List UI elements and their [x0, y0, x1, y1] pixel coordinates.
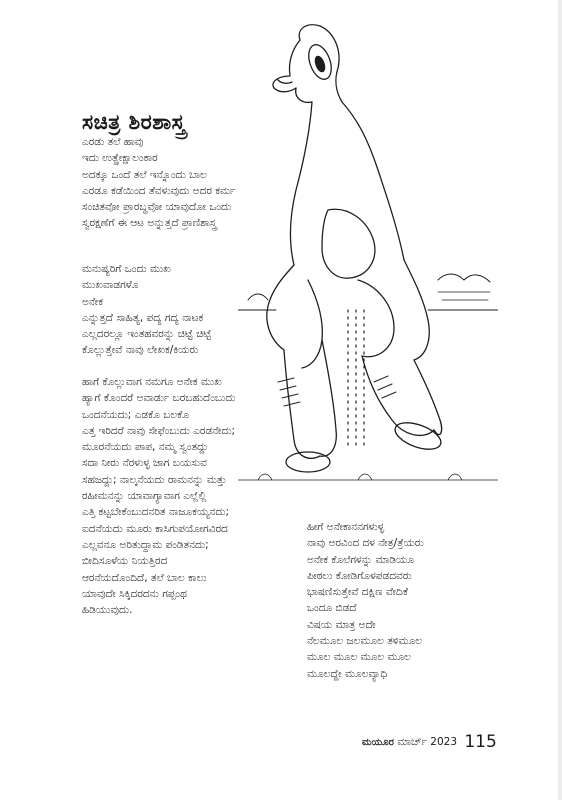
poem-line: ಮುಖವಾಡಗಳೊ: [82, 279, 139, 292]
poem-illustration: [238, 10, 498, 510]
poem-stanza-1: [82, 134, 235, 232]
poem-line: ಹ್ಯಾಗೆ ಕೊಂದರೆ ಅವಾರ್ಡು ಬರಬಹುದೆಂಬುದು: [82, 392, 236, 405]
poem-line: ಹಾಗೆ ಕೊಲ್ಲುವಾಗ ನಮಗೂ ಅನೇಕ ಮುಖ: [82, 376, 222, 388]
issue-date: ಮಾರ್ಚ್ 2023: [397, 736, 457, 748]
poem-line: ಎಲ್ಲವನೂ ಅರಿತುದ್ದಾಮ ಪಂಡಿತನದು;: [82, 538, 209, 551]
poem-line: ಹೀಗೆ ಅನೇಕಾನನಗಳುಳ್ಳ: [307, 521, 385, 533]
poem-line: ಸಹಜದ್ದು; ನಾಲ್ಕನೆಯದು ರಾಮನನ್ನು ಮತ್ತು: [82, 473, 227, 486]
poem-line: ಒಂದನೆಯದು; ಎಡಕೊ ಬಲಕೊ: [82, 408, 190, 421]
poem-line: ನೆಲಮೂಲ ಜಲಮೂಲ ತಳಿಮೂಲ: [307, 635, 423, 648]
poem-line: ಪೀಠಲು ಕೋಡಿಗೊಳಪಡದವರು: [307, 569, 412, 582]
page-footer: [362, 732, 497, 752]
poem-line: ಸಂಚಿತವೋ ಪ್ರಾರಬ್ಧವೋ ಯಾವುದೋ ಒಂದು: [82, 201, 232, 214]
poem-line: ಮೂರನೆಯದು ಪಾಪ, ನಮ್ಮ ಸ್ವಂತದ್ದು: [82, 441, 209, 454]
poem-line: ಮನುಷ್ಯರಿಗೆ ಒಂದು ಮುಖ: [82, 263, 171, 275]
poem-line: ಐದನೆಯದು ಮೂರು ಕಾಸಿಗುಪಯೋಗವಿರದ: [82, 522, 228, 535]
poem-line: ಮೂಲ ಮೂಲ ಮೂಲ ಮೂಲ: [307, 651, 411, 664]
poem-line: ಎರಡು ತಲೆ ಹಾವು: [82, 136, 144, 148]
poem-line: ಸದಾ ನೀರು ನೆರಳುಳ್ಳ ಜಾಗ ಬಯಸುವ: [82, 457, 207, 470]
poem-line: ಅನೇಕ ಕೊಲೆಗಳನ್ನು ಮಾಡಿಯೂ: [307, 553, 414, 566]
poem-line: ಬೀದಿಸೂಳೆಯ ನಿಯತ್ತಿರದ: [82, 555, 168, 568]
page-number: 115: [464, 732, 497, 752]
poem-line: ಹಿಡಿಯುವುದು.: [82, 604, 133, 617]
poem-line: ಇದು ಉತ್ಪ್ರೇಕ್ಷಾಲಂಕಾರ: [82, 152, 158, 165]
poem-line: ವಿಷಯ ಮಾತ್ರ ಅದೇ: [307, 618, 376, 631]
poem-line: ಭಾಷಣಿಸುತ್ತೇವೆ ದಕ್ಷಿಣ ವೇದಿಕೆ: [307, 586, 408, 599]
poem-line: ಕೊಲ್ಲುತ್ತೇವೆ ನಾವು ಲೇಖಕ/ಕಿಯರು: [82, 344, 199, 357]
poem-line: ಎಲ್ಲದರಲ್ಲೂ ಇಂತಹವರನ್ನು ಚಿಟ್ಟೆ ಚಿಟ್ಟೆ: [82, 328, 212, 341]
poem-line: ಆರನೆಯದೊಂದಿದೆ, ತಲೆ ಬಾಲ ಕಾಲು: [82, 571, 207, 584]
poem-line: ಅದಕ್ಕೂ ಒಂದೆ ತಲೆ ಇನ್ನೊಂದು ಬಾಲ: [82, 168, 207, 181]
poem-line: ಅನೇಕ: [82, 295, 103, 308]
poem-title: ಸಚಿತ್ರ ಶಿರಶಾಸ್ತ್ರ: [82, 110, 186, 135]
poem-line: ಎತ್ತ ಇರಿದರೆ ನಾವು ಸೇಫೆಂಬುದು ಎರಡನೇದು;: [82, 424, 236, 437]
poem-line: ರಹೀಮನನ್ನು ಯಾವಾಗ್ಯಾವಾಗ ಎಲ್ಲೆಲ್ಲಿ: [82, 490, 207, 503]
poem-line: ಸ್ವರಕ್ಷಣೆಗೆ ಈ ಆಟ ಅನ್ನುತ್ತದೆ ಪ್ರಾಣಿಶಾಸ್ತ್ರ: [82, 217, 217, 230]
poem-line: ಎನ್ನುತ್ತದೆ ಸಾಹಿತ್ಯ, ಪದ್ಯ ಗದ್ಯ ನಾಟಕ: [82, 311, 204, 324]
poem-line: ಎರಡೂ ಕಡೆಯಿಂದ ತೆವಳುವುದು ಅದರ ಕರ್ಮ: [82, 184, 236, 197]
poem-line: ಒಂದೂ ಬಿಡದೆ: [307, 602, 357, 615]
poem-line: ಮೂಲದ್ದೇ ಮೂಲವ್ಯಾಧಿ: [307, 667, 388, 680]
poem-stanza-3: [82, 374, 235, 618]
magazine-name: ಮಯೂರ: [362, 737, 394, 748]
poem-line: ಯಾವುದೇ ಸಿಕ್ಕಿದರದನು ಗಪ್ಪಂಥ: [82, 587, 187, 600]
poem-stanza-4: [307, 519, 424, 682]
poem-line: ಎತ್ತಿ ಕಟ್ಟಬೇಕೆಂಬುದನರಿತ ನಾಜೂಕಯ್ಯನದು;: [82, 506, 230, 519]
page-edge: [558, 0, 562, 800]
poem-line: ನಾವು ಅರವಿಂದ ದಳ ನೇತ್ರ/ತ್ರೆಯರು: [307, 537, 424, 550]
poem-stanza-2: [82, 261, 211, 359]
